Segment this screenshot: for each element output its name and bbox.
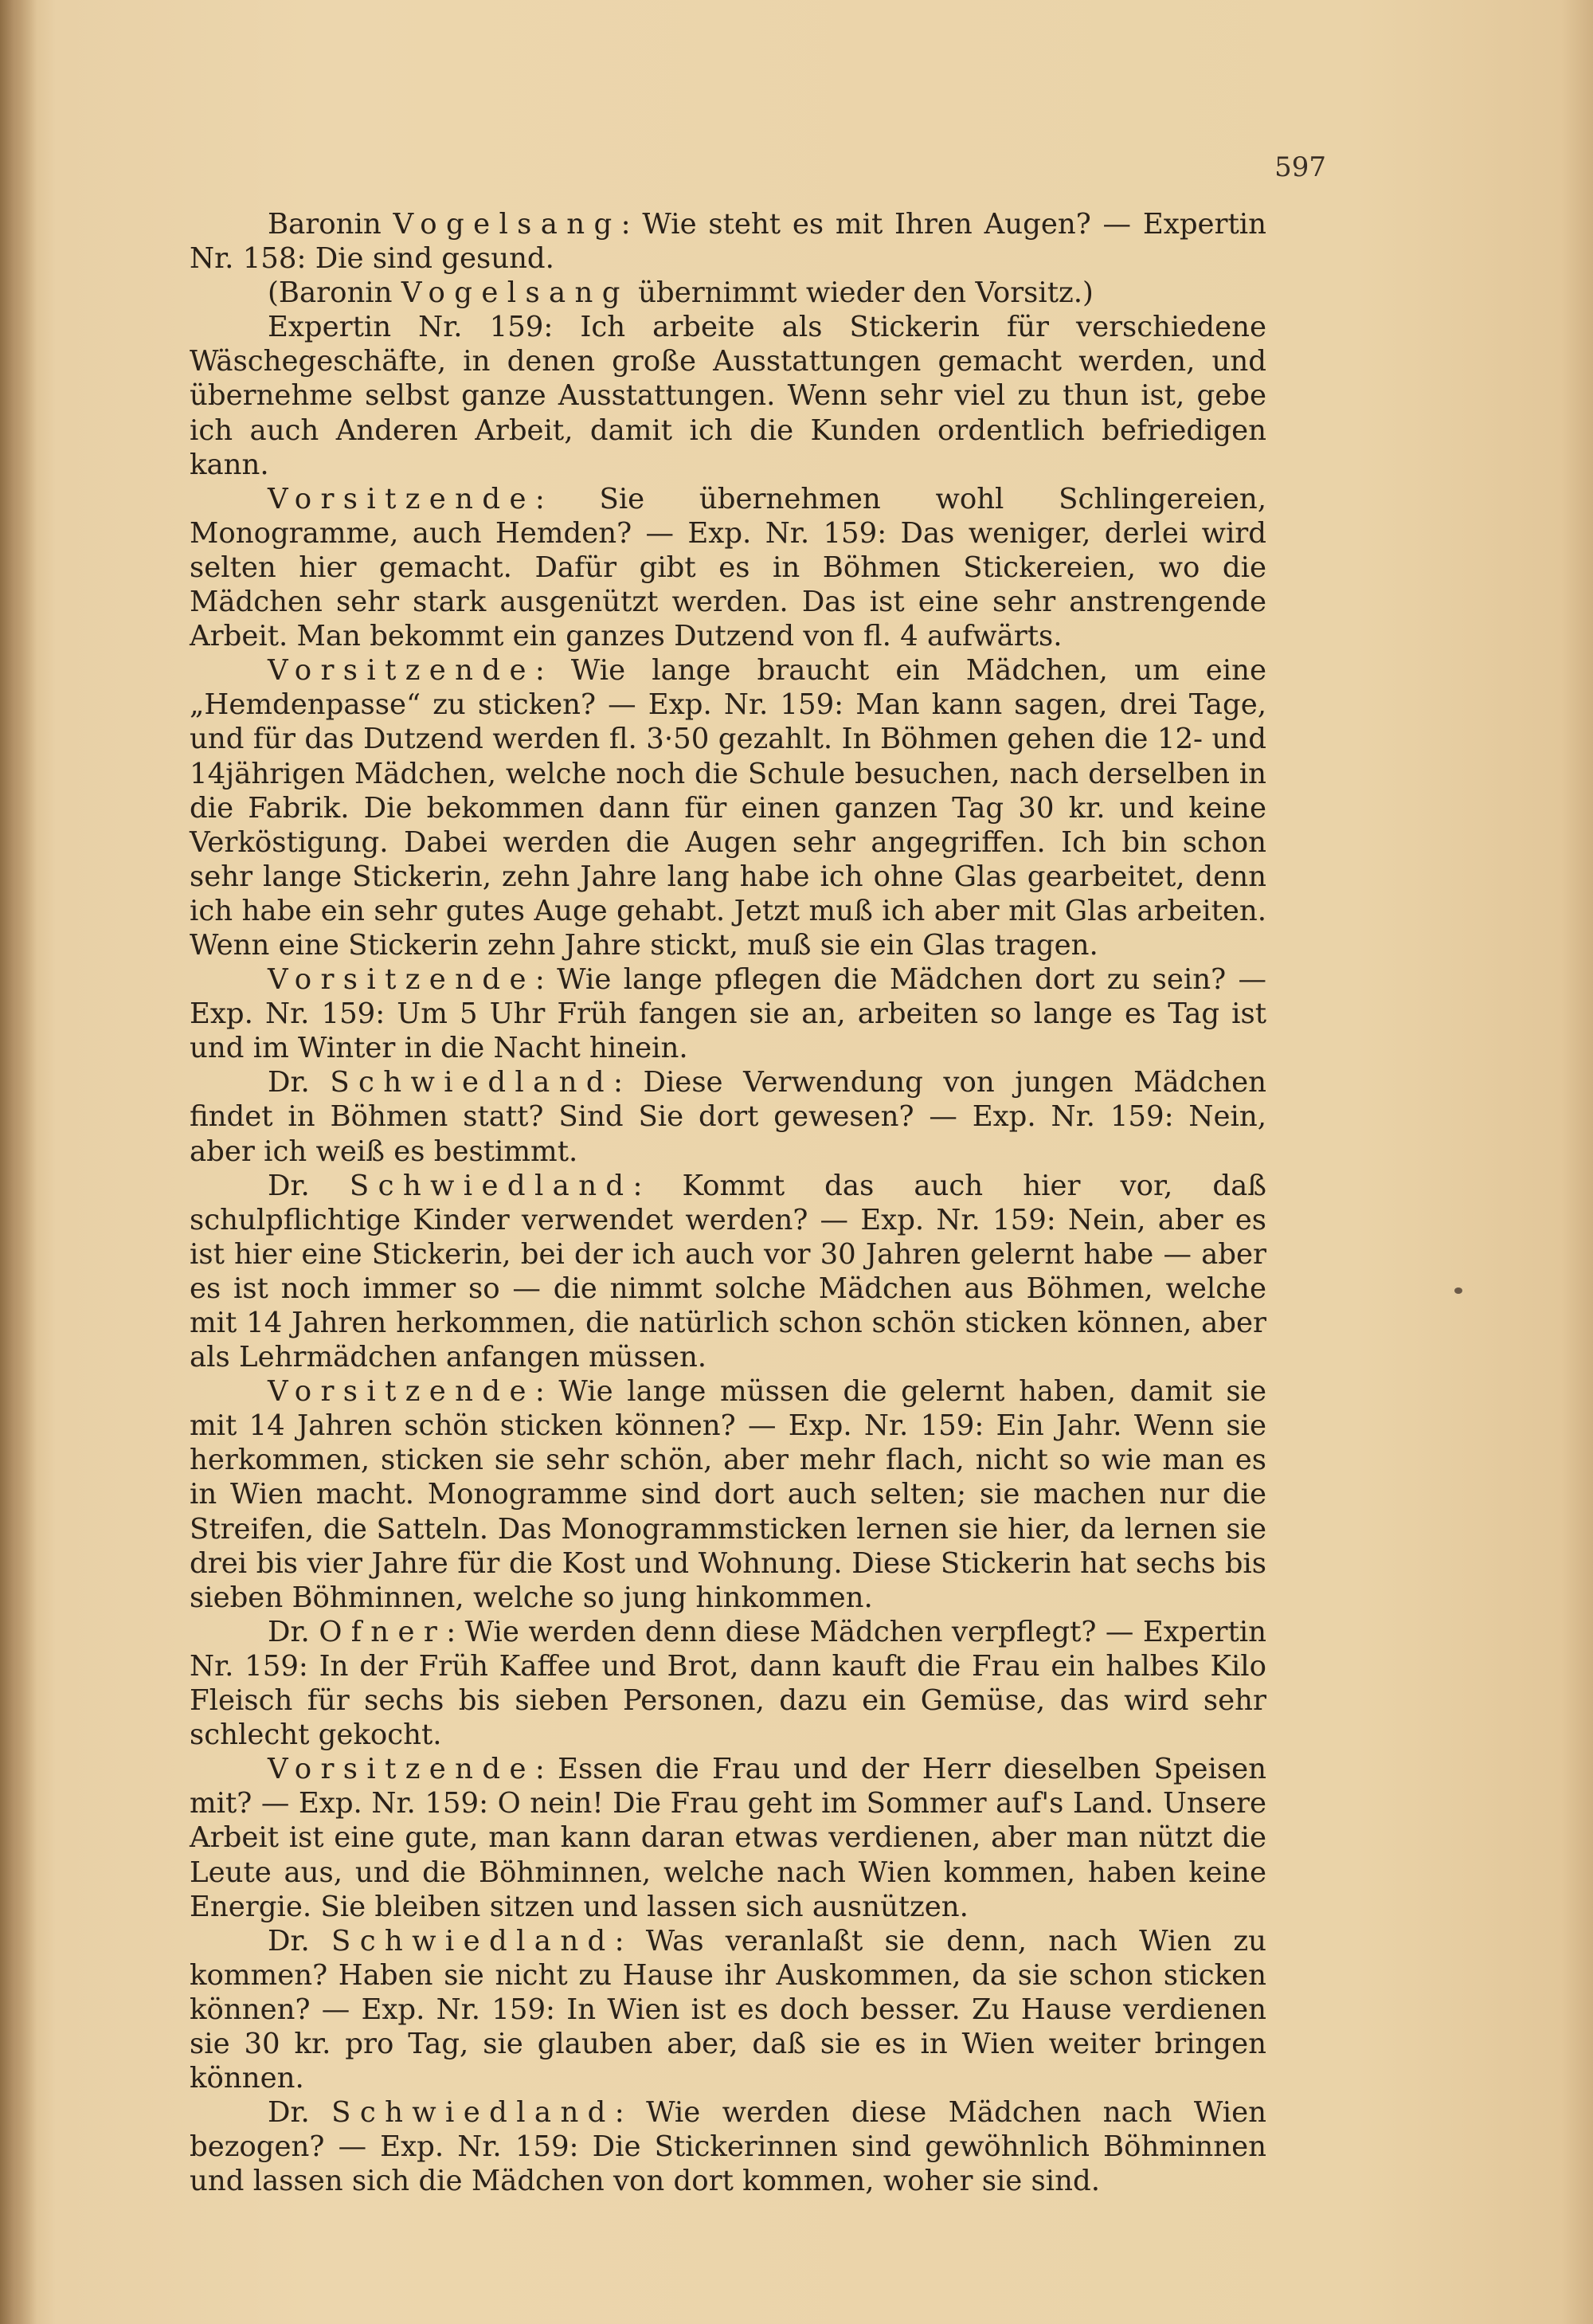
- speaker-name: Schwiedland: [331, 1924, 615, 1958]
- paragraph: Vorsitzende: Wie lange pflegen die Mädchen dort zu sein? — Exp. Nr. 159: Um 5 Uhr Früh fangen sie an, arbeiten so lange es Tag ist und im Winter in die Nacht hinein.: [190, 963, 1266, 1065]
- body-text: [190, 207, 1266, 2198]
- paragraph: Vorsitzende: Sie übernehmen wohl Schlingereien, Monogramme, auch Hemden? — Exp. Nr. 159: Das weniger, derlei wird selten hier gemacht. Dafür gibt es in Böhmen Stickereien, wo die Mädchen sehr stark ausgenützt werden. Das ist eine sehr anstrengende Arbeit. Man bekommt ein ganzes Dutzend von fl. 4 aufwärts.: [190, 482, 1266, 653]
- paragraph: Dr. Schwiedland: Was veranlaßt sie denn, nach Wien zu kommen? Haben sie nicht zu Hause ihr Auskommen, da sie schon sticken können? — Exp. Nr. 159: In Wien ist es doch besser. Zu Hause verdienen sie 30 kr. pro Tag, sie glauben aber, daß sie es in Wien weiter bringen können.: [190, 1924, 1266, 2095]
- speaker-name: Schwiedland: [349, 1169, 633, 1202]
- speaker-name: Vorsitzende: [268, 482, 535, 515]
- paragraph: Expertin Nr. 159: Ich arbeite als Stickerin für verschiedene Wäschegeschäfte, in denen große Ausstattungen gemacht werden, und übernehme selbst ganze Ausstattungen. Wenn sehr viel zu thun ist, gebe ich auch Anderen Arbeit, damit ich die Kunden ordentlich befriedigen kann.: [190, 311, 1266, 481]
- page-number: 597: [1274, 151, 1326, 183]
- paragraph: Dr. Schwiedland: Wie werden diese Mädchen nach Wien bezogen? — Exp. Nr. 159: Die Stickerinnen sind gewöhnlich Böhminnen und lassen sich die Mädchen von dort kommen, woher sie sind.: [190, 2096, 1266, 2198]
- speaker-name: Vogelsang: [393, 208, 621, 241]
- paragraph: Vorsitzende: Essen die Frau und der Herr dieselben Speisen mit? — Exp. Nr. 159: O nein! Die Frau geht im Sommer auf's Land. Unsere Arbeit ist eine gute, man kann daran etwas verdienen, aber man nützt die Leute aus, und die Böhminnen, welche nach Wien kommen, haben keine Energie. Sie bleiben sitzen und lassen sich ausnützen.: [190, 1753, 1266, 1923]
- paragraph: Dr. Schwiedland: Diese Verwendung von jungen Mädchen findet in Böhmen statt? Sind Sie dort gewesen? — Exp. Nr. 159: Nein, aber ich weiß es bestimmt.: [190, 1066, 1266, 1168]
- speaker-name: Ofner: [319, 1615, 447, 1648]
- paragraph: Baronin Vogelsang: Wie steht es mit Ihren Augen? — Expertin Nr. 158: Die sind gesund.: [190, 208, 1267, 276]
- speaker-name: Vorsitzende: [268, 1753, 535, 1786]
- paragraph: Dr. Ofner: Wie werden denn diese Mädchen verpflegt? — Expertin Nr. 159: In der Früh Kaffee und Brot, dann kauft die Frau ein halbes Kilo Fleisch für sechs bis sieben Personen, dazu ein Gemüse, das wird sehr schlecht gekocht.: [190, 1615, 1266, 1752]
- speaker-name: Vorsitzende: [268, 1375, 535, 1409]
- paragraph: Vorsitzende: Wie lange braucht ein Mädchen, um eine „Hemdenpasse“ zu sticken? — Exp. Nr. 159: Man kann sagen, drei Tage, und für das Dutzend werden fl. 3·50 gezahlt. In Böhmen gehen die 12- und 14jährigen Mädchen, welche noch die Schule besuchen, nach derselben in die Fabrik. Die bekommen dann für einen ganzen Tag 30 kr. und keine Verköstigung. Dabei werden die Augen sehr angegriffen. Ich bin schon sehr lange Stickerin, zehn Jahre lang habe ich ohne Glas gearbeitet, denn ich habe ein sehr gutes Auge gehabt. Jetzt muß ich aber mit Glas arbeiten. Wenn eine Stickerin zehn Jahre stickt, muß sie ein Glas tragen.: [190, 654, 1266, 962]
- binding-gutter: [0, 0, 37, 2324]
- speaker-name: Schwiedland: [331, 2096, 615, 2130]
- paragraph: (Baronin Vogelsang übernimmt wieder den Vorsitz.): [268, 276, 1094, 310]
- paragraph: Dr. Schwiedland: Kommt das auch hier vor, daß schulpflichtige Kinder verwendet werden? — Exp. Nr. 159: Nein, aber es ist hier eine Stickerin, bei der ich auch vor 30 Jahren gelernt habe — aber es ist noch immer so — die nimmt solche Mädchen aus Böhmen, welche mit 14 Jahren herkommen, die natürlich schon schön sticken können, aber als Lehrmädchen anfangen müssen.: [190, 1169, 1266, 1374]
- speaker-name: Vorsitzende: [268, 963, 535, 997]
- ink-speck: [1454, 1287, 1462, 1294]
- speaker-name: Schwiedland: [330, 1066, 613, 1099]
- paragraph: Vorsitzende: Wie lange müssen die gelernt haben, damit sie mit 14 Jahren schön sticken können? — Exp. Nr. 159: Ein Jahr. Wenn sie herkommen, sticken sie sehr schön, aber mehr flach, nicht so wie man es in Wien macht. Monogramme sind dort auch selten; sie machen nur die Streifen, die Satteln. Das Monogrammsticken lernen sie hier, da lernen sie drei bis vier Jahre für die Kost und Wohnung. Diese Stickerin hat sechs bis sieben Böhminnen, welche so jung hinkommen.: [190, 1375, 1266, 1614]
- speaker-name: Vogelsang: [401, 276, 629, 310]
- speaker-name: Vorsitzende: [268, 654, 535, 688]
